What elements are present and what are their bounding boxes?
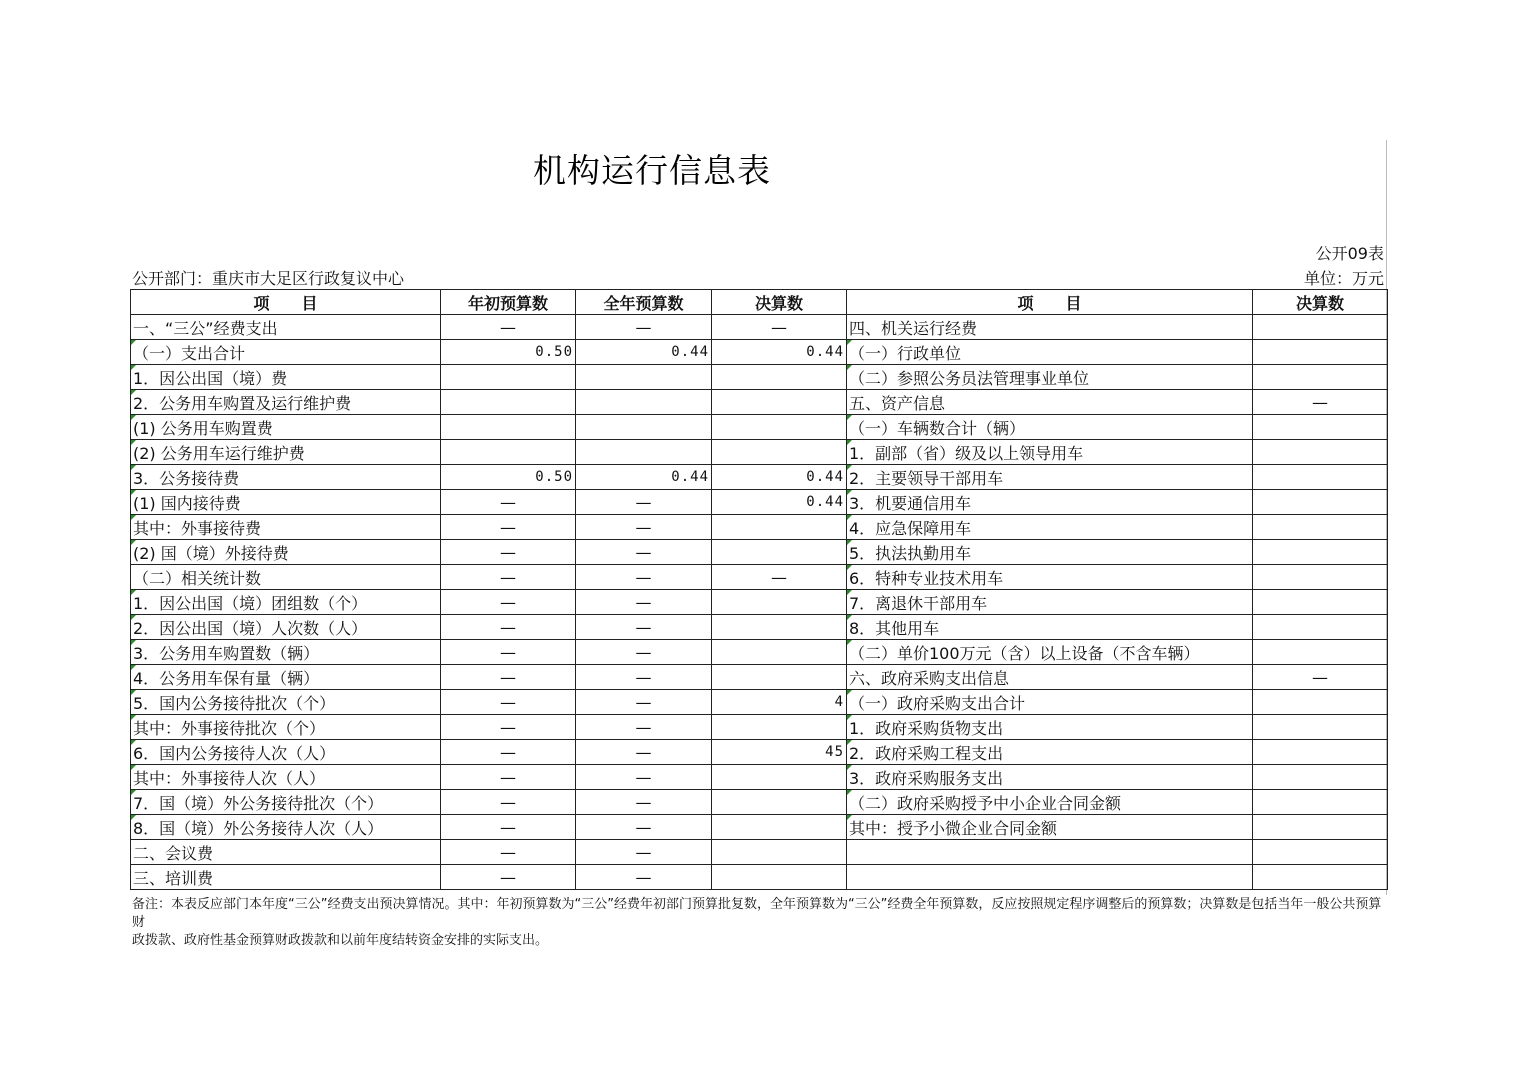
final-right-cell (1253, 840, 1388, 865)
right-item-cell: （二）参照公务员法管理事业单位 (847, 365, 1253, 390)
table-row (131, 740, 1388, 765)
plan-initial-cell: — (441, 540, 576, 565)
left-item-cell: 一、“三公”经费支出 (131, 315, 441, 340)
table-row (131, 665, 1388, 690)
right-item-cell: （二）政府采购授予中小企业合同金额 (847, 790, 1253, 815)
left-item-cell: (1) 公务用车购置费 (131, 415, 441, 440)
final-left-cell (712, 515, 847, 540)
final-left-cell (712, 440, 847, 465)
right-item-cell: 7．离退休干部用车 (847, 590, 1253, 615)
plan-initial-cell: 0.50 (441, 465, 576, 490)
plan-full-cell: — (576, 815, 712, 840)
final-right-cell (1253, 740, 1388, 765)
plan-full-cell: — (576, 690, 712, 715)
plan-initial-cell (441, 415, 576, 440)
plan-initial-cell: — (441, 590, 576, 615)
final-right-cell (1253, 340, 1388, 365)
final-right-cell (1253, 490, 1388, 515)
left-item-cell: 5．国内公务接待批次（个） (131, 690, 441, 715)
plan-initial-cell: — (441, 490, 576, 515)
final-right-cell (1253, 590, 1388, 615)
plan-full-cell (576, 440, 712, 465)
plan-full-cell: — (576, 590, 712, 615)
plan-full-cell: 0.44 (576, 340, 712, 365)
header-left-item: 项 目 (131, 290, 441, 315)
plan-full-cell: — (576, 790, 712, 815)
plan-full-cell: — (576, 615, 712, 640)
final-left-cell (712, 840, 847, 865)
plan-full-cell: — (576, 765, 712, 790)
plan-initial-cell: — (441, 615, 576, 640)
final-right-cell (1253, 315, 1388, 340)
final-right-cell (1253, 815, 1388, 840)
plan-full-cell: — (576, 665, 712, 690)
plan-initial-cell (441, 365, 576, 390)
final-left-cell (712, 865, 847, 890)
left-item-cell: 3．公务用车购置数（辆） (131, 640, 441, 665)
table-row (131, 515, 1388, 540)
plan-full-cell (576, 365, 712, 390)
table-row (131, 615, 1388, 640)
footnote-line-2: 政拨款、政府性基金预算财政拨款和以前年度结转资金安排的实际支出。 (132, 933, 549, 948)
final-left-cell: — (712, 315, 847, 340)
final-left-cell (712, 640, 847, 665)
table-row (131, 390, 1388, 415)
plan-full-cell: — (576, 715, 712, 740)
left-item-cell: (2) 公务用车运行维护费 (131, 440, 441, 465)
plan-full-cell (576, 415, 712, 440)
left-item-cell: 1．因公出国（境）费 (131, 365, 441, 390)
table-row (131, 315, 1388, 340)
final-left-cell (712, 665, 847, 690)
final-left-cell (712, 415, 847, 440)
plan-full-cell: — (576, 490, 712, 515)
right-item-cell: （一）车辆数合计（辆） (847, 415, 1253, 440)
final-left-cell: 45 (712, 740, 847, 765)
plan-initial-cell: — (441, 740, 576, 765)
final-right-cell (1253, 565, 1388, 590)
plan-initial-cell: — (441, 665, 576, 690)
table-row (131, 490, 1388, 515)
plan-full-cell: — (576, 315, 712, 340)
right-item-cell: 1．政府采购货物支出 (847, 715, 1253, 740)
final-right-cell (1253, 365, 1388, 390)
left-item-cell: 6．国内公务接待人次（人） (131, 740, 441, 765)
final-right-cell (1253, 865, 1388, 890)
left-item-cell: 4．公务用车保有量（辆） (131, 665, 441, 690)
left-item-cell: 8．国（境）外公务接待人次（人） (131, 815, 441, 840)
final-left-cell (712, 540, 847, 565)
final-left-cell (712, 390, 847, 415)
final-left-cell (712, 615, 847, 640)
plan-full-cell: — (576, 840, 712, 865)
final-left-cell (712, 590, 847, 615)
right-item-cell: （一）政府采购支出合计 (847, 690, 1253, 715)
left-item-cell: 1．因公出国（境）团组数（个） (131, 590, 441, 615)
final-left-cell: 0.44 (712, 490, 847, 515)
table-row (131, 765, 1388, 790)
table-row (131, 640, 1388, 665)
info-table (130, 289, 1388, 890)
final-left-cell: 0.44 (712, 340, 847, 365)
left-item-cell: （二）相关统计数 (131, 565, 441, 590)
left-item-cell: 2．因公出国（境）人次数（人） (131, 615, 441, 640)
right-item-cell: 1．副部（省）级及以上领导用车 (847, 440, 1253, 465)
header-final-left: 决算数 (712, 290, 847, 315)
plan-initial-cell: — (441, 840, 576, 865)
table-row (131, 540, 1388, 565)
table-row (131, 440, 1388, 465)
final-left-cell: 4 (712, 690, 847, 715)
left-item-cell: 其中：外事接待费 (131, 515, 441, 540)
final-right-cell: — (1253, 390, 1388, 415)
right-item-cell: 四、机关运行经费 (847, 315, 1253, 340)
right-item-cell (847, 840, 1253, 865)
final-right-cell (1253, 440, 1388, 465)
plan-full-cell (576, 390, 712, 415)
form-code: 公开09表 (1315, 244, 1384, 263)
right-item-cell: 六、政府采购支出信息 (847, 665, 1253, 690)
header-plan-full: 全年预算数 (576, 290, 712, 315)
right-item-cell: 2．主要领导干部用车 (847, 465, 1253, 490)
right-item-cell: 3．机要通信用车 (847, 490, 1253, 515)
final-left-cell: — (712, 565, 847, 590)
left-item-cell: 二、会议费 (131, 840, 441, 865)
final-right-cell (1253, 515, 1388, 540)
final-right-cell (1253, 465, 1388, 490)
table-row (131, 590, 1388, 615)
plan-full-cell: — (576, 565, 712, 590)
table-row (131, 815, 1388, 840)
plan-full-cell: — (576, 640, 712, 665)
plan-initial-cell: — (441, 565, 576, 590)
unit-label: 单位：万元 (1303, 269, 1384, 288)
table-row (131, 840, 1388, 865)
left-item-cell: 三、培训费 (131, 865, 441, 890)
final-left-cell: 0.44 (712, 465, 847, 490)
left-item-cell: (2) 国（境）外接待费 (131, 540, 441, 565)
plan-initial-cell: — (441, 865, 576, 890)
table-row (131, 340, 1388, 365)
final-left-cell (712, 815, 847, 840)
final-right-cell (1253, 640, 1388, 665)
header-right-item: 项 目 (847, 290, 1253, 315)
table-row (131, 790, 1388, 815)
final-right-cell: — (1253, 665, 1388, 690)
final-right-cell (1253, 615, 1388, 640)
final-right-cell (1253, 765, 1388, 790)
plan-initial-cell: — (441, 640, 576, 665)
table-row (131, 690, 1388, 715)
left-item-cell: 3．公务接待费 (131, 465, 441, 490)
table-row (131, 415, 1388, 440)
footnote (132, 896, 1382, 950)
right-item-cell: （二）单价100万元（含）以上设备（不含车辆） (847, 640, 1253, 665)
right-item-cell (847, 865, 1253, 890)
table-row (131, 565, 1388, 590)
plan-full-cell: — (576, 515, 712, 540)
right-item-cell: 其中：授予小微企业合同金额 (847, 815, 1253, 840)
final-left-cell (712, 365, 847, 390)
footnote-line-1: 备注：本表反应部门本年度“三公”经费支出预决算情况。其中：年初预算数为“三公”经费年初部门预算批复数，全年预算数为“三公”经费全年预算数，反应按照规定程序调整后的预算数；决算数是包括当年一般公共预算财 (132, 897, 1382, 930)
plan-initial-cell: — (441, 515, 576, 540)
table-row (131, 365, 1388, 390)
plan-initial-cell (441, 390, 576, 415)
plan-initial-cell: — (441, 815, 576, 840)
header-final-right: 决算数 (1253, 290, 1388, 315)
plan-initial-cell: — (441, 690, 576, 715)
plan-initial-cell: — (441, 765, 576, 790)
plan-initial-cell: — (441, 790, 576, 815)
plan-full-cell: 0.44 (576, 465, 712, 490)
left-item-cell: 其中：外事接待人次（人） (131, 765, 441, 790)
table-row (131, 715, 1388, 740)
table-row (131, 465, 1388, 490)
left-item-cell: (1) 国内接待费 (131, 490, 441, 515)
plan-initial-cell: 0.50 (441, 340, 576, 365)
right-item-cell: （一）行政单位 (847, 340, 1253, 365)
right-item-cell: 4．应急保障用车 (847, 515, 1253, 540)
left-item-cell: 2．公务用车购置及运行维护费 (131, 390, 441, 415)
page-title: 机构运行信息表 (533, 151, 771, 190)
final-right-cell (1253, 690, 1388, 715)
right-item-cell: 5．执法执勤用车 (847, 540, 1253, 565)
right-item-cell: 6．特种专业技术用车 (847, 565, 1253, 590)
right-item-cell: 8．其他用车 (847, 615, 1253, 640)
plan-initial-cell: — (441, 715, 576, 740)
header-plan-initial: 年初预算数 (441, 290, 576, 315)
left-item-cell: （一）支出合计 (131, 340, 441, 365)
header-row (131, 290, 1388, 315)
final-right-cell (1253, 715, 1388, 740)
plan-initial-cell: — (441, 315, 576, 340)
table-body (131, 315, 1388, 890)
department-label: 公开部门：重庆市大足区行政复议中心 (132, 269, 405, 288)
plan-full-cell: — (576, 540, 712, 565)
left-item-cell: 其中：外事接待批次（个） (131, 715, 441, 740)
right-item-cell: 五、资产信息 (847, 390, 1253, 415)
final-left-cell (712, 790, 847, 815)
plan-initial-cell (441, 440, 576, 465)
final-left-cell (712, 715, 847, 740)
plan-full-cell: — (576, 740, 712, 765)
right-item-cell: 3．政府采购服务支出 (847, 765, 1253, 790)
plan-full-cell: — (576, 865, 712, 890)
final-right-cell (1253, 415, 1388, 440)
final-right-cell (1253, 790, 1388, 815)
table-row (131, 865, 1388, 890)
left-item-cell: 7．国（境）外公务接待批次（个） (131, 790, 441, 815)
final-left-cell (712, 765, 847, 790)
final-right-cell (1253, 540, 1388, 565)
right-item-cell: 2．政府采购工程支出 (847, 740, 1253, 765)
